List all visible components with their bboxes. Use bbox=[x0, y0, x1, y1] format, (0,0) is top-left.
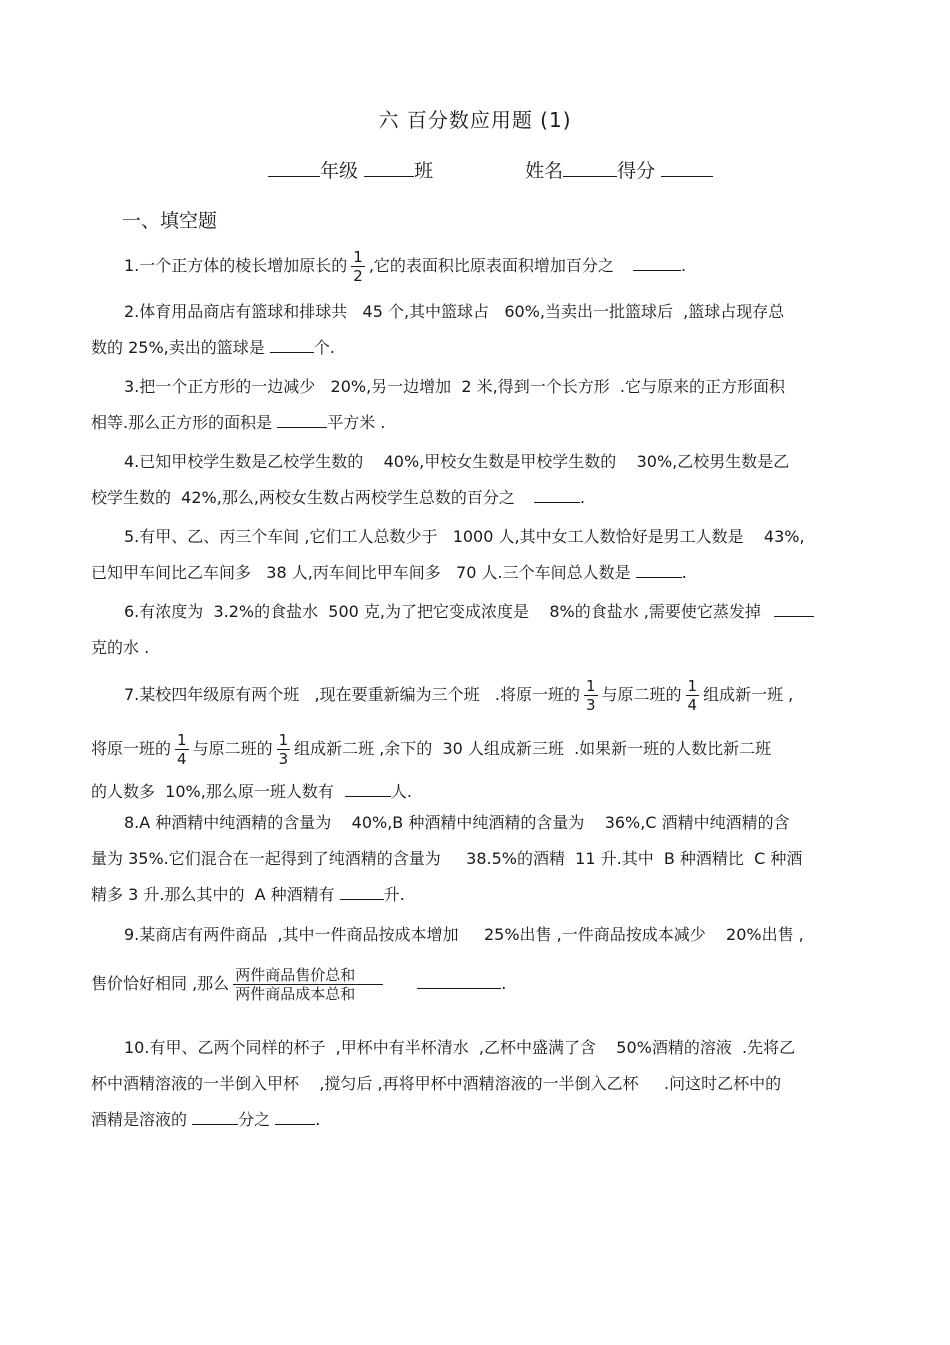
q9-fraction bbox=[233, 966, 383, 1003]
q7-text-e: 与原二班的 bbox=[192, 739, 273, 758]
q7-answer-blank[interactable] bbox=[345, 780, 391, 797]
q7-text-d: 将原一班的 bbox=[91, 739, 172, 758]
q7-text-f: 组成新二班 ,余下的 30 人组成新三班 .如果新一班的人数比新二班 bbox=[294, 739, 772, 758]
q7-text-h: 人. bbox=[390, 782, 413, 801]
q7-text-c: 组成新一班 , bbox=[703, 685, 794, 704]
q8-line-2: 量为 35%.它们混合在一起得到了纯酒精的含量为 38.5%的酒精 11 升.其中 B 种酒精比 C 种酒 bbox=[91, 849, 803, 868]
q3-text-b: 平方米 . bbox=[327, 413, 386, 432]
q4-line-2 bbox=[91, 480, 866, 516]
question-7 bbox=[91, 670, 866, 810]
q10-text-b: 分之 bbox=[238, 1110, 271, 1129]
q7-frac1-num: 1 bbox=[585, 677, 596, 695]
q2-text-b: 个. bbox=[313, 338, 335, 357]
q9-line-2 bbox=[91, 959, 866, 1009]
q5-text-b: . bbox=[681, 563, 687, 582]
section-title: 一、填空题 bbox=[122, 210, 218, 232]
q2-answer-blank[interactable] bbox=[270, 336, 314, 353]
question-1 bbox=[91, 248, 866, 285]
q6-line-2: 克的水 . bbox=[91, 638, 150, 657]
q10-text-a: 酒精是溶液的 bbox=[91, 1110, 188, 1129]
q8-text-b: 升. bbox=[383, 885, 405, 904]
question-5 bbox=[91, 519, 866, 591]
student-info-line bbox=[268, 156, 713, 183]
q1-fraction bbox=[351, 248, 365, 285]
grade-blank[interactable] bbox=[268, 160, 320, 177]
q1-answer-blank[interactable] bbox=[633, 254, 681, 271]
q9-line-1: 9.某商店有两件商品 ,其中一件商品按成本增加 25%出售 ,一件商品按成本减少 20%出售 , bbox=[124, 925, 804, 944]
q7-frac4-num: 1 bbox=[278, 731, 289, 749]
q7-line-1 bbox=[91, 670, 866, 720]
q4-text-b: . bbox=[580, 488, 586, 507]
q2-line-2 bbox=[91, 330, 866, 366]
q6-line-1 bbox=[91, 594, 866, 630]
q5-line-2 bbox=[91, 555, 866, 591]
q1-frac-den: 2 bbox=[353, 267, 363, 285]
q9-frac-den: 两件商品成本总和 bbox=[235, 985, 356, 1003]
question-4 bbox=[91, 444, 866, 516]
q7-frac3-den: 4 bbox=[177, 750, 187, 768]
q3-answer-blank[interactable] bbox=[277, 411, 327, 428]
question-8 bbox=[91, 805, 866, 913]
q4-line-1: 4.已知甲校学生数是乙校学生数的 40%,甲校女生数是甲校学生数的 30%,乙校男生数是乙 bbox=[124, 452, 790, 471]
grade-label: 年级 bbox=[320, 160, 359, 182]
q3-text-a: 相等.那么正方形的面积是 bbox=[91, 413, 273, 432]
q10-text-c: . bbox=[315, 1110, 321, 1129]
q7-fraction-3 bbox=[175, 731, 189, 768]
q1-text-a: 1.一个正方体的棱长增加原长的 bbox=[124, 256, 348, 275]
q1-text-b: ,它的表面积比原表面积增加百分之 bbox=[368, 256, 614, 275]
q1-frac-num: 1 bbox=[353, 248, 363, 266]
q10-answer-blank-2[interactable] bbox=[275, 1108, 315, 1125]
q6-text-a: 6.有浓度为 3.2%的食盐水 500 克,为了把它变成浓度是 8%的食盐水 ,需要使它蒸发掉 bbox=[124, 602, 761, 621]
q7-line-2 bbox=[91, 724, 866, 774]
q7-text-a: 7.某校四年级原有两个班 ,现在要重新编为三个班 .将原一班的 bbox=[124, 685, 580, 704]
q10-line-2: 杯中酒精溶液的一半倒入甲杯 ,搅匀后 ,再将甲杯中酒精溶液的一半倒入乙杯 .问这时乙杯中的 bbox=[91, 1074, 782, 1093]
q7-fraction-4 bbox=[277, 731, 291, 768]
name-label: 姓名 bbox=[525, 160, 564, 182]
q1-text-c: . bbox=[681, 256, 687, 275]
q3-line-2 bbox=[91, 405, 866, 441]
q7-text-b: 与原二班的 bbox=[601, 685, 682, 704]
score-blank[interactable] bbox=[661, 160, 713, 177]
question-6 bbox=[91, 594, 866, 666]
q7-frac1-den: 3 bbox=[585, 696, 596, 714]
q10-line-3 bbox=[91, 1102, 866, 1138]
q10-line-1: 10.有甲、乙两个同样的杯子 ,甲杯中有半杯清水 ,乙杯中盛满了含 50%酒精的溶液 .先将乙 bbox=[124, 1038, 796, 1057]
question-3 bbox=[91, 369, 866, 441]
q7-text-g: 的人数多 10%,那么原一班人数有 bbox=[91, 782, 334, 801]
q2-line-1: 2.体育用品商店有篮球和排球共 45 个,其中篮球占 60%,当卖出一批篮球后 ,篮球占现存总 bbox=[124, 302, 785, 321]
q8-answer-blank[interactable] bbox=[340, 883, 384, 900]
question-9 bbox=[91, 917, 866, 1009]
page-title: 六 百分数应用题 (1) bbox=[378, 108, 572, 132]
score-label: 得分 bbox=[617, 160, 656, 182]
q3-line-1: 3.把一个正方形的一边减少 20%,另一边增加 2 米,得到一个长方形 .它与原来的正方形面积 bbox=[124, 377, 785, 396]
q5-line-1: 5.有甲、乙、丙三个车间 ,它们工人总数少于 1000 人,其中女工人数恰好是男工人数是 43%, bbox=[124, 527, 805, 546]
q8-line-3 bbox=[91, 877, 866, 913]
q7-fraction-2 bbox=[686, 677, 700, 714]
q5-text-a: 已知甲车间比乙车间多 38 人,丙车间比甲车间多 70 人.三个车间总人数是 bbox=[91, 563, 631, 582]
q7-frac2-den: 4 bbox=[687, 696, 698, 714]
q4-text-a: 校学生数的 42%,那么,两校女生数占两校学生总数的百分之 bbox=[91, 488, 515, 507]
question-2 bbox=[91, 294, 866, 366]
q7-fraction-1 bbox=[584, 677, 598, 714]
q5-answer-blank[interactable] bbox=[636, 561, 682, 578]
q6-answer-blank[interactable] bbox=[774, 600, 814, 617]
q8-line-1: 8.A 种酒精中纯酒精的含量为 40%,B 种酒精中纯酒精的含量为 36%,C 酒精中纯酒精的含 bbox=[124, 813, 790, 832]
q9-answer-blank[interactable] bbox=[417, 972, 501, 989]
q7-frac2-num: 1 bbox=[687, 677, 698, 695]
q7-frac3-num: 1 bbox=[177, 731, 187, 749]
name-blank[interactable] bbox=[563, 160, 617, 177]
question-10 bbox=[91, 1030, 866, 1138]
q2-text-a: 数的 25%,卖出的篮球是 bbox=[91, 338, 265, 357]
q10-answer-blank-1[interactable] bbox=[192, 1108, 238, 1125]
q7-frac4-den: 3 bbox=[278, 750, 289, 768]
class-label: 班 bbox=[414, 160, 434, 182]
q8-text-a: 精多 3 升.那么其中的 A 种酒精有 bbox=[91, 885, 335, 904]
q9-frac-num: 两件商品售价总和 bbox=[233, 966, 383, 985]
q4-answer-blank[interactable] bbox=[534, 486, 580, 503]
class-blank[interactable] bbox=[364, 160, 414, 177]
q9-text-a: 售价恰好相同 ,那么 bbox=[91, 974, 230, 993]
q9-text-b: . bbox=[501, 974, 507, 993]
